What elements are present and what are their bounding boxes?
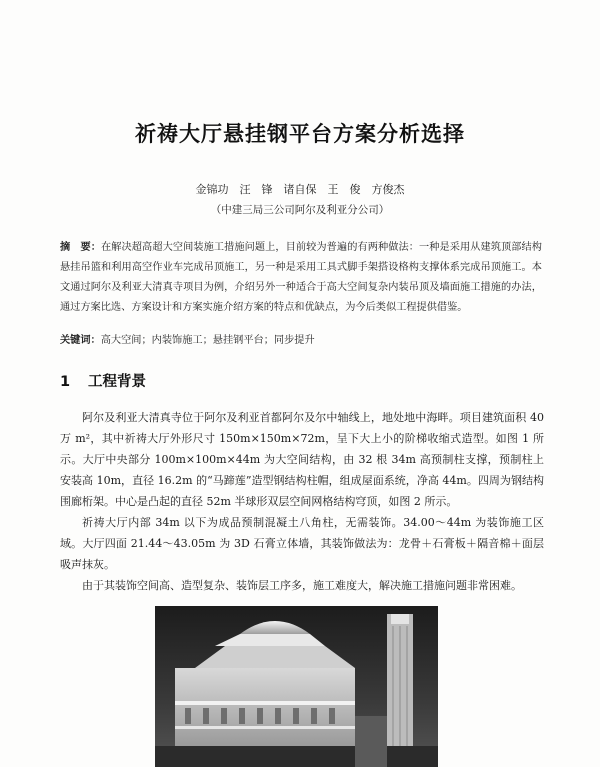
keywords (60, 331, 542, 346)
section-heading (60, 370, 146, 391)
paper-title: 祈祷大厅悬挂钢平台方案分析选择 (135, 122, 465, 146)
section-title: 工程背景 (88, 374, 146, 390)
body-text (60, 407, 544, 596)
paragraph: 祈祷大厅内部 34m 以下为成品预制混凝土八角柱，无需装饰。34.00～44m 为装饰施工区域。大厅四面 21.44～43.05m 为 3D 石膏立体墙，其装饰做法为：龙骨＋石膏板＋隔音棉＋面层吸声抹灰。 (60, 516, 544, 571)
keywords-label: 关键词： (60, 335, 101, 346)
paragraph: 由于其装饰空间高、造型复杂、装饰层工序多，施工难度大，解决施工措施问题非常困难。 (82, 579, 522, 592)
prayer-hall-night-photo (155, 606, 438, 767)
abstract (60, 238, 542, 318)
author-affiliation: （中建三局三公司阿尔及利亚分公司） (210, 204, 390, 216)
abstract-label: 摘 要： (60, 242, 102, 253)
section-number: 1 (60, 374, 71, 390)
keywords-text: 高大空间；内装饰施工；悬挂钢平台；同步提升 (100, 335, 315, 346)
paragraph: 阿尔及利亚大清真寺位于阿尔及利亚首都阿尔及尔中轴线上，地处地中海畔。项目建筑面积 40 万 m²，其中祈祷大厅外形尺寸 150m×150m×72m，呈下大上小的阶梯收缩式造型。如图 1 所示。大厅中央部分 100m×100m×44m 为大空间结构，由 32 根 34m 高预制柱支撑，预制柱上安装高 10m，直径 16.2m 的“马蹄莲”造型钢结构柱帽，组成屋面系统，净高 44m。四周为钢结构围廊桁架。中心是凸起的直径 52m 半球形双层空间网格结构穹顶，如图 2 所示。 (60, 411, 544, 508)
abstract-text: 在解决超高超大空间装施工措施问题上，目前较为普遍的有两种做法：一种是采用从建筑顶部结构悬挂吊篮和利用高空作业车完成吊顶施工，另一种是采用工具式脚手架搭设格构支撑体系完成吊顶施工。本文通过阿尔及利亚大清真寺项目为例，介绍另外一种适合于高大空间复杂内装吊顶及墙面施工措施的办法，通过方案比选、方案设计和方案实施介绍方案的特点和优缺点，为今后类似工程提供借鉴。 (60, 242, 542, 313)
figure-1-photo (155, 606, 438, 767)
author-list: 金锦功 汪 锋 诸自保 王 俊 方俊杰 (195, 183, 405, 196)
